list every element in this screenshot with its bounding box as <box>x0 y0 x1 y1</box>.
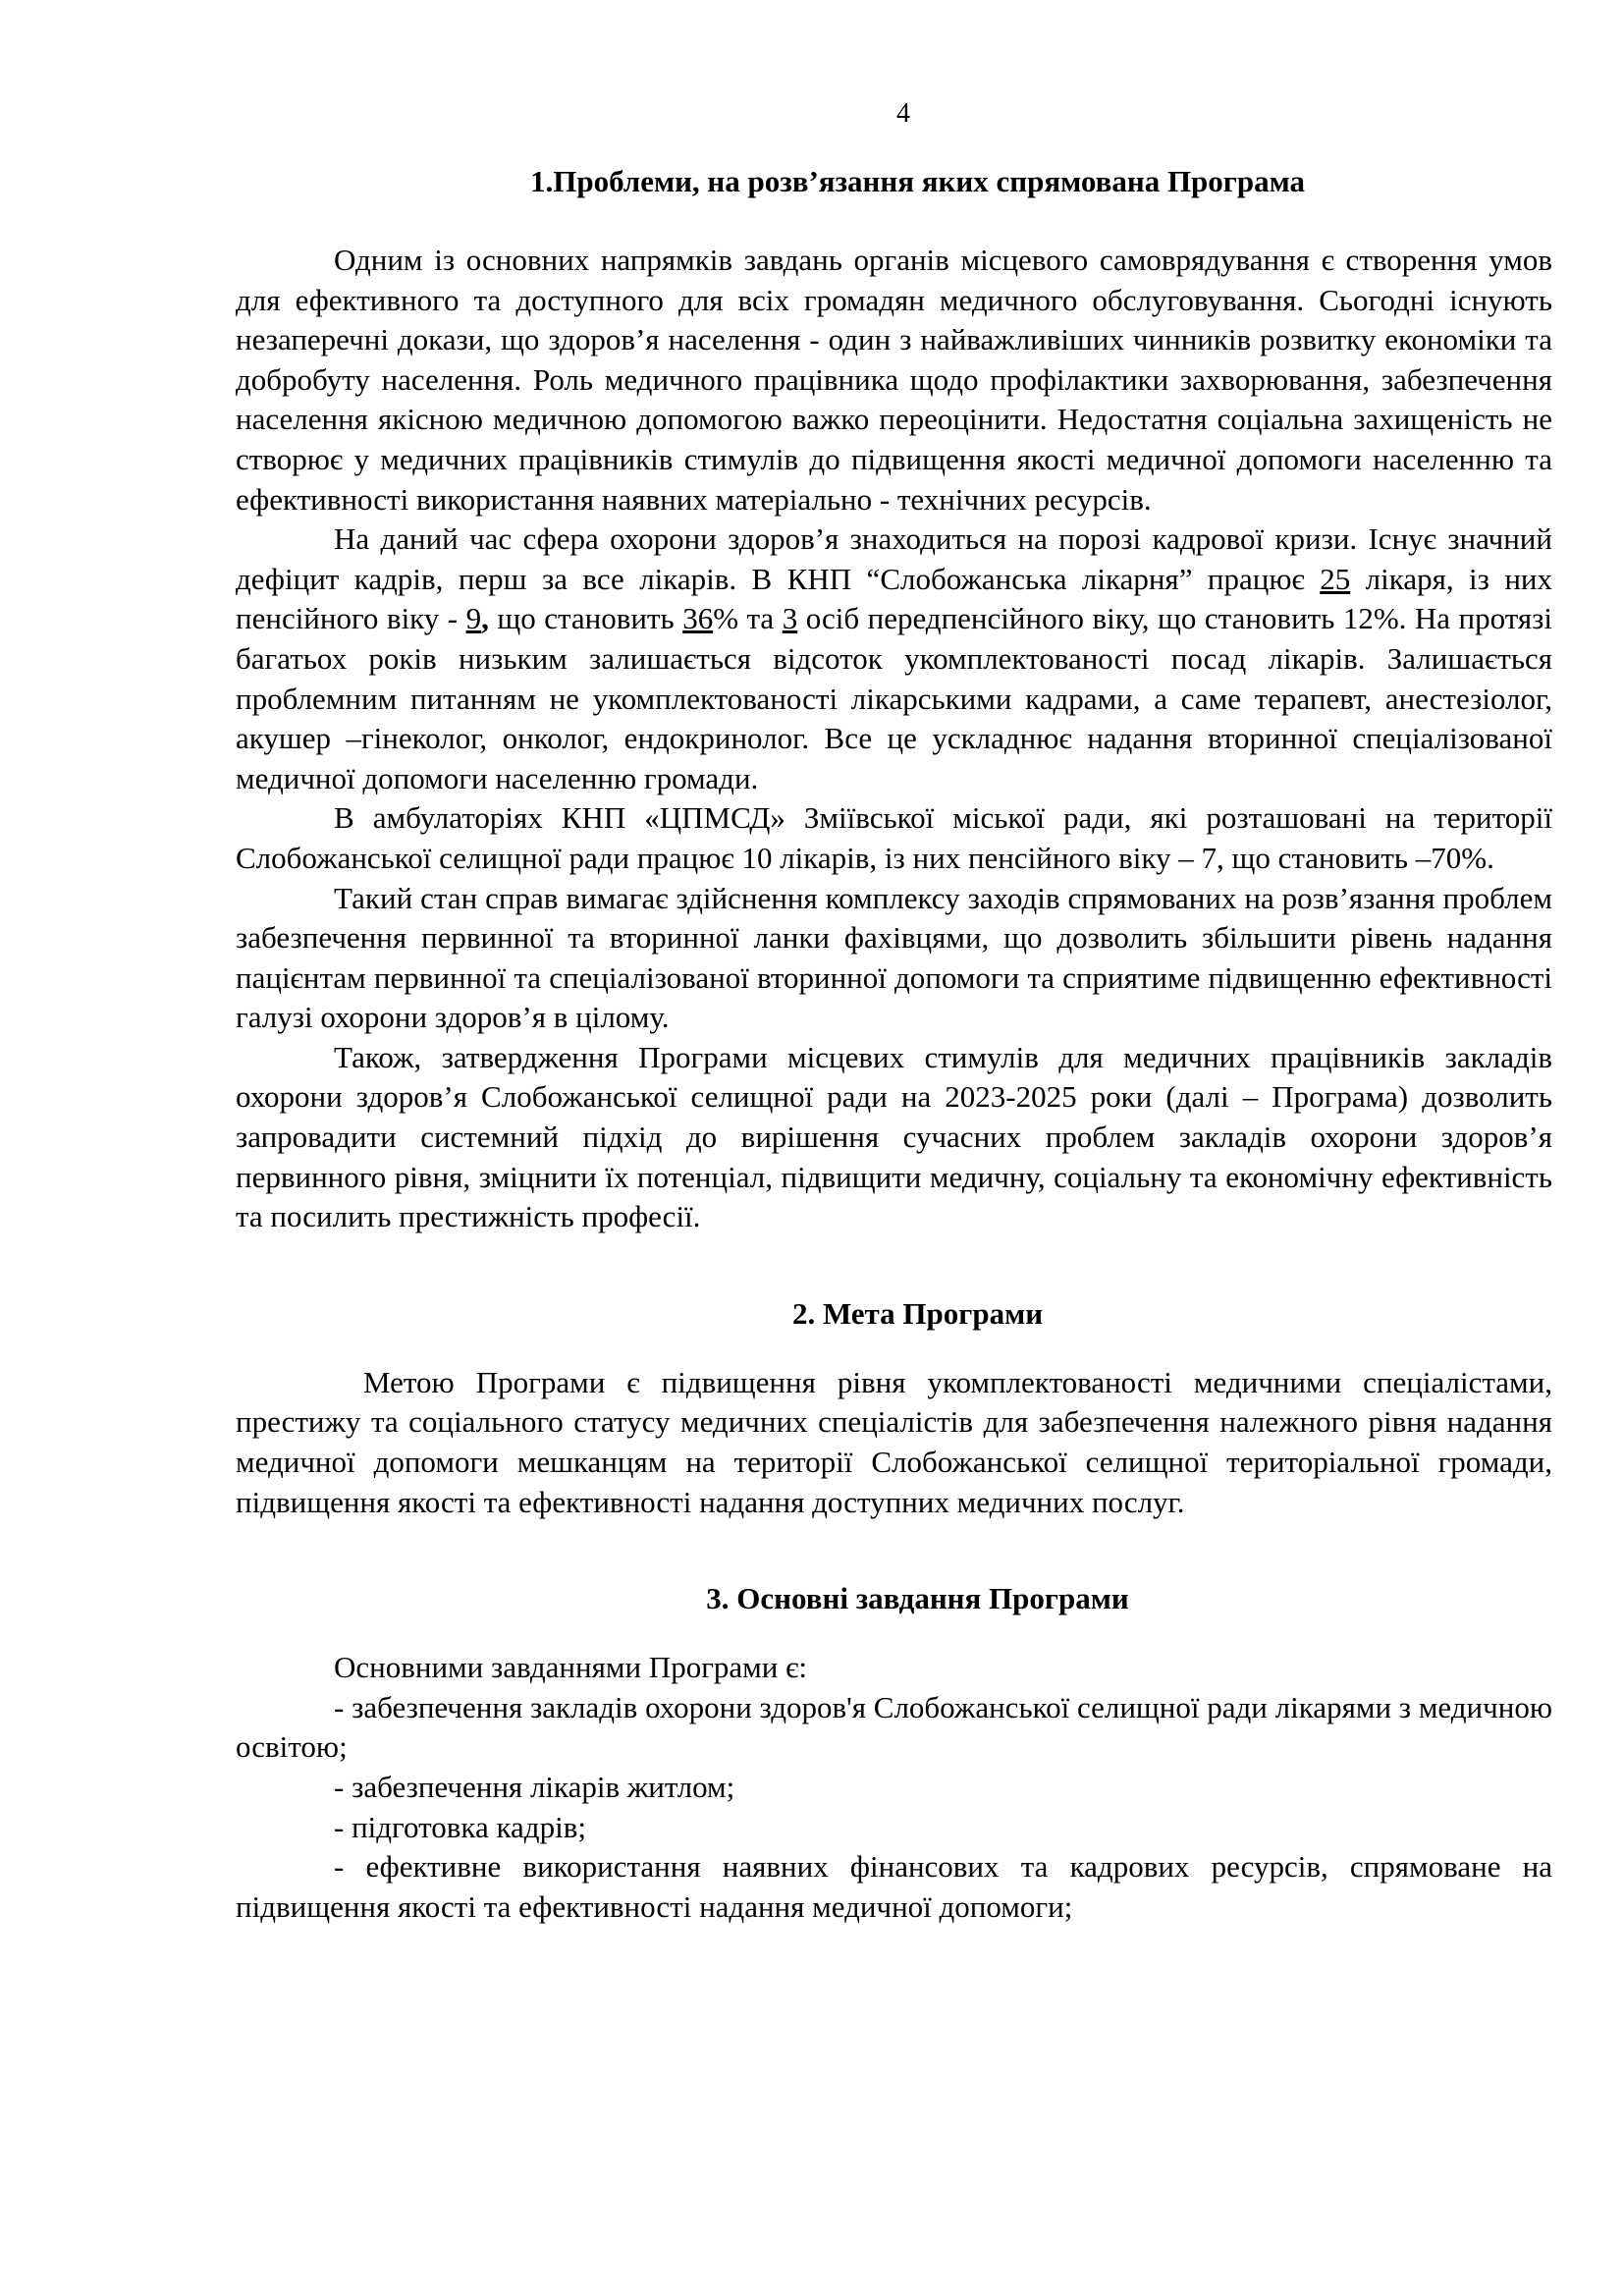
section-1-paragraph-1: Одним із основних напрямків завдань органів місцевого самоврядування є створення умов для ефективного та доступного для всіх громадян медичного обслуговування. Сьогодні існують незаперечні докази, що здоров’я населення - один з найважливіших чинників розвитку економіки та добробуту населення. Роль медичного працівника щодо профілактики захворювання, забезпечення населення якісною медичною допомогою важко переоцінити. Недостатня соціальна захищеність не створює у медичних працівників стимулів до підвищення якості медичної допомоги населенню та ефективності використання наявних матеріально - технічних ресурсів. <box>236 243 1552 517</box>
section-1-paragraph-5: Також, затвердження Програми місцевих стимулів для медичних працівників закладів охорони здоров’я Слобожанської селищної ради на 2023-2025 роки (далі – Програма) дозволить запровадити системний підхід до вирішення сучасних проблем закладів охорони здоров’я первинного рівня, зміцнити їх потенціал, підвищити медичну, соціальну та економічну ефективність та посилить престижність професії. <box>236 1039 1552 1234</box>
section-2-heading: 2. Мета Програми <box>791 1295 1044 1331</box>
doctors-count: 25 <box>1320 561 1351 596</box>
section-3-heading: 3. Основні завдання Програми <box>706 1581 1129 1616</box>
list-item: - підготовка кадрів; <box>334 1809 586 1844</box>
section-1-paragraph-2 <box>236 519 1552 798</box>
list-item: - ефективне використання наявних фінансових та кадрових ресурсів, спрямоване на підвищення якості та ефективності надання медичної допомоги; <box>236 1849 1552 1924</box>
pre-retired-count: 3 <box>782 601 798 636</box>
document-body <box>236 162 1552 1927</box>
list-item: - забезпечення лікарів житлом; <box>334 1770 735 1804</box>
section-1-paragraph-4: Такий стан справ вимагає здійснення комплексу заходів спрямованих на розв’язання проблем забезпечення первинної та вторинної ланки фахівцями, що дозволить збільшити рівень надання пацієнтам первинної та спеціалізованої вторинної допомоги та сприятиме підвищенню ефективності галузі охорони здоров’я в цілому. <box>236 880 1552 1035</box>
p2-text-d: % та <box>713 601 783 636</box>
p2-text-c: що становить <box>488 601 683 636</box>
p2-comma: , <box>481 601 489 636</box>
p2-text-e: осіб передпенсійного віку, що становить 12%. На протязі багатьох років низьким залишається відсоток укомплектованості посад лікарів. Залишається проблемним питанням не укомплектованості лікарськими кадрами, а саме терапевт, анестезіолог, акушер –гінеколог, онколог, ендокринолог. Все це ускладнює надання вторинної спеціалізованої медичної допомоги населенню громади. <box>236 601 1552 795</box>
retired-count: 9 <box>465 601 482 636</box>
p2-text-a: На даний час сфера охорони здоров’я знаходиться на порозі кадрової кризи. Існує значний дефіцит кадрів, перш за все лікарів. В КНП “Слобожанська лікарня” працює <box>236 521 1552 596</box>
p2-text-b: лікаря, із них пенсійного віку - <box>236 561 1552 636</box>
section-1-paragraph-3: В амбулаторіях КНП «ЦПМСД» Зміївської міської ради, які розташовані на території Слобожанської селищної ради працює 10 лікарів, із них пенсійного віку – 7, що становить –70%. <box>236 800 1552 875</box>
page-number: 4 <box>896 98 910 129</box>
section-1-heading: 1.Проблеми, на розв’язання яких спрямована Програма <box>529 164 1306 198</box>
list-item: - забезпечення закладів охорони здоров'я Слобожанської селищної ради лікарями з медичною освітою; <box>236 1689 1552 1765</box>
section-2-paragraph-1: Метою Програми є підвищення рівня укомплектованості медичними спеціалістами, престижу та соціального статусу медичних спеціалістів для забезпечення належного рівня надання медичної допомоги мешканцям на території Слобожанської селищної територіальної громади, підвищення якості та ефективності надання доступних медичних послуг. <box>236 1364 1552 1519</box>
retired-percent: 36 <box>682 601 714 636</box>
section-3-intro: Основними завданнями Програми є: <box>334 1650 808 1685</box>
